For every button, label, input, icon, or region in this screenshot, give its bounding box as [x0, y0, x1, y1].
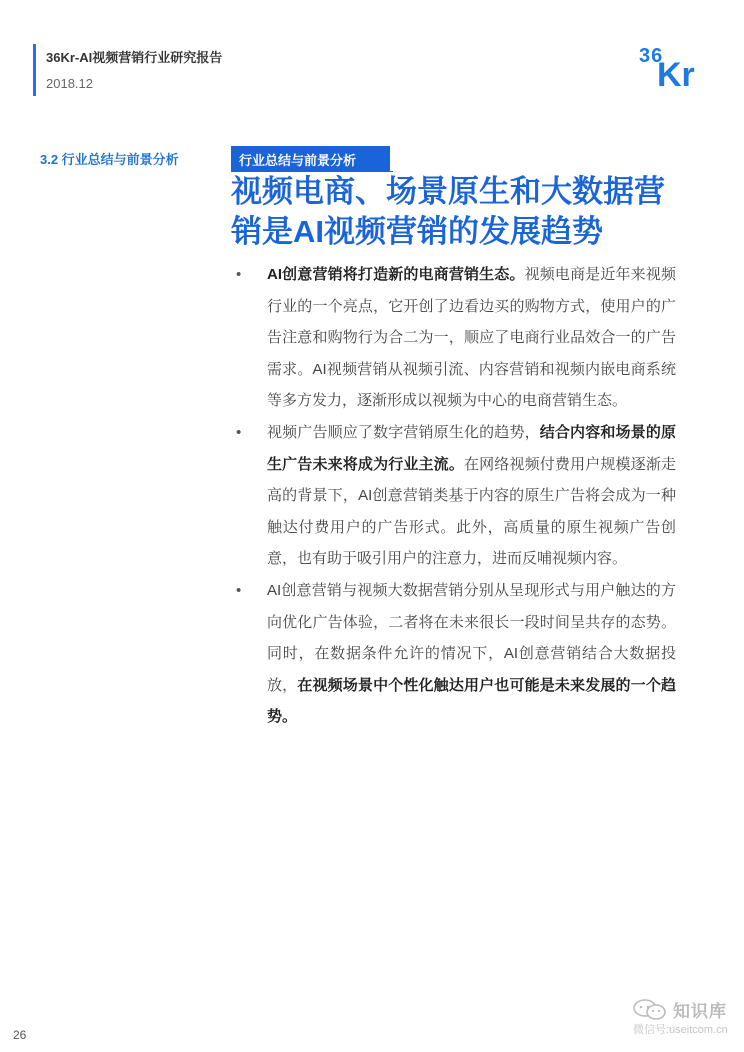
section-tag-text: 行业总结与前景分析	[239, 153, 357, 168]
bullet-text: 在网络视频付费用户规模逐渐走高的背景下，AI创意营销类基于内容的原生广告将会成为一种触达付费用户的广告形式。此外，高质量的原生视频广告创意，也有助于吸引用户的注意力，进而反哺视频内容。	[267, 455, 676, 568]
main-title	[231, 172, 691, 252]
bullet-item	[232, 575, 676, 733]
report-date: 2018.12	[46, 76, 93, 91]
watermark	[625, 996, 740, 1036]
bullet-text: AI创意营销与视频大数据营销分别从呈现形式与用户触达的方向优化广告体验，二者将在未来很长一段时间呈共存的态势。同时，在数据条件允许的情况下，AI创意营销结合大数据投放，	[267, 581, 676, 694]
bullet-text: 视频广告顺应了数字营销原生化的趋势，	[267, 423, 540, 441]
header-accent-bar	[33, 44, 36, 96]
svg-text:Kr: Kr	[657, 56, 695, 88]
section-label: 3.2 行业总结与前景分析	[40, 152, 179, 167]
bullet-bold-text: 结合内容和场景的原生广告未来将成为行业主流。	[267, 423, 676, 473]
watermark-name: 知识库	[673, 1002, 727, 1021]
report-title: 36Kr-AI视频营销行业研究报告	[46, 50, 223, 65]
bullet-text: 视频电商是近年来视频行业的一个亮点，它开创了边看边买的购物方式，使用户的广告注意和购物行为合二为一，顺应了电商行业品效合一的广告需求。AI视频营销从视频引流、内容营销和视频内嵌电商系统等多方发力，逐渐形成以视频为中心的电商营销生态。	[267, 266, 676, 410]
watermark-sub: 微信号:useitcom.cn	[633, 1024, 728, 1036]
bullet-bold-text: 在视频场景中个性化触达用户也可能是未来发展的一个趋势。	[267, 676, 676, 726]
svg-text:36: 36	[639, 45, 664, 67]
wechat-icon	[631, 998, 671, 1022]
bullet-list	[232, 259, 676, 733]
bullet-item	[232, 259, 676, 417]
page-number: 26	[13, 1028, 27, 1042]
bullet-bold-text: AI创意营销将打造新的电商营销生态。	[267, 266, 525, 283]
main-title-line-2: 销是AI视频营销的发展趋势	[231, 214, 603, 249]
main-title-line-1: 视频电商、场景原生和大数据营	[231, 174, 665, 209]
bullet-item	[232, 417, 676, 575]
36kr-logo	[637, 40, 717, 88]
section-tag	[231, 146, 390, 171]
